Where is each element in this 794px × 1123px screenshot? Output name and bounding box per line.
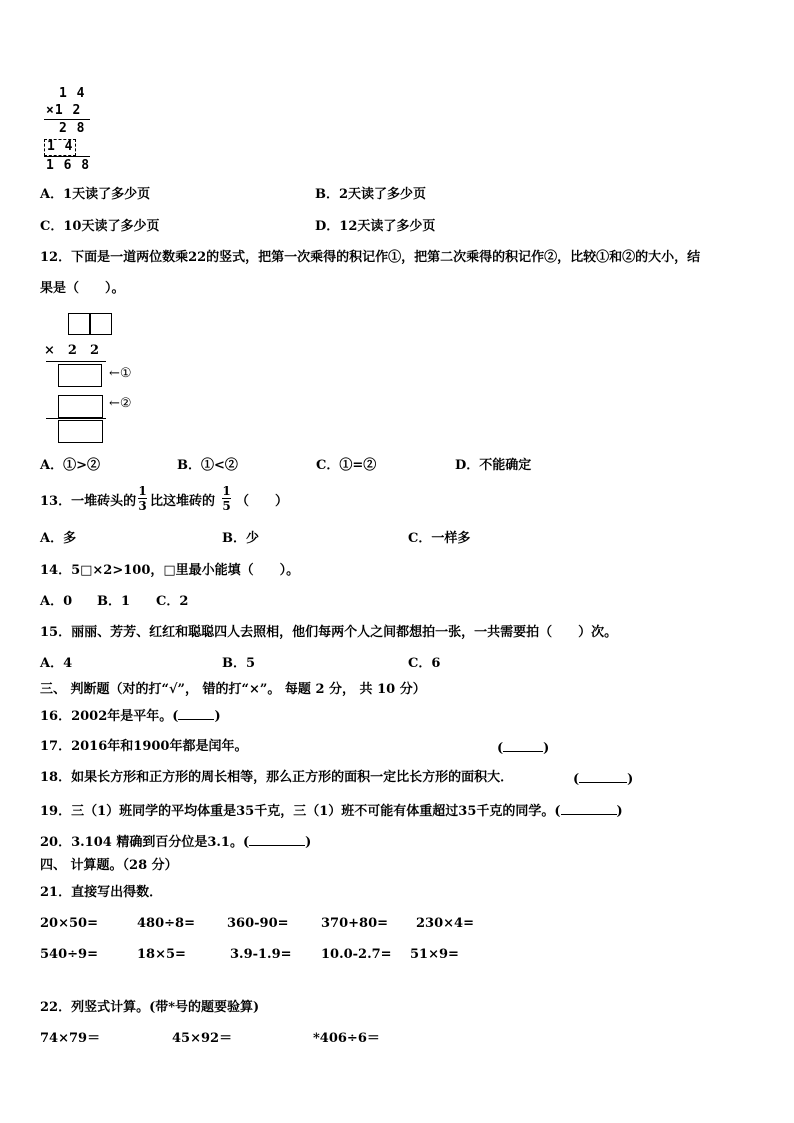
q21-row2-item2: 18×5= (137, 947, 186, 962)
q14-option-c[interactable]: C．2 (156, 594, 189, 609)
q11-option-c[interactable]: C．10天读了多少页 (40, 219, 160, 234)
result-box (58, 420, 103, 443)
fraction-1-denominator: 3 (138, 499, 147, 513)
q20-close: ) (305, 835, 312, 850)
q20-answer-blank[interactable] (249, 833, 305, 846)
fraction-2-denominator: 5 (222, 499, 231, 513)
q19-answer-blank[interactable] (561, 802, 617, 815)
q21-title: 21．直接写出得数． (40, 885, 163, 900)
q18-answer (573, 770, 633, 788)
q22-item1: 74×79＝ (40, 1031, 101, 1046)
q13-option-a[interactable]: A．多 (40, 531, 77, 546)
q20 (40, 833, 311, 851)
q15-option-c[interactable]: C．6 (408, 656, 441, 671)
q13-middle: 比这堆砖的 (150, 494, 216, 509)
q16 (40, 707, 221, 725)
q21-row1-item4: 370+80= (321, 916, 389, 931)
q12-option-b[interactable]: B．①<② (177, 458, 238, 473)
q13-suffix: （ ） (236, 494, 289, 509)
q20-text: 20．3.104 精确到百分位是3.1。( (40, 835, 250, 850)
q21-row2-item1: 540÷9= (40, 947, 98, 962)
product-box-2 (58, 395, 103, 418)
q16-answer-blank[interactable] (178, 707, 214, 720)
vertical-line-4: 1 4 (47, 139, 74, 154)
q12-arrow-1: ←① (109, 366, 132, 381)
q21-row2-item4: 10.0-2.7= (321, 947, 392, 962)
q11-option-a[interactable]: A．1天读了多少页 (40, 187, 151, 202)
q21-row1-item3: 360-90= (227, 916, 289, 931)
q16-text: 16．2002年是平年。( (40, 709, 179, 724)
q17-close: ) (543, 741, 550, 756)
q19 (40, 802, 623, 820)
q12-option-c[interactable]: C．①=② (316, 458, 377, 473)
q21-row2-item5: 51×9= (410, 947, 459, 962)
q12-rule-1 (46, 361, 106, 362)
q12-text-line1: 12．下面是一道两位数乘22的竖式，把第一次乘得的积记作①，把第二次乘得的积记作②，比较①和②的大小，结 (40, 250, 701, 265)
q13-fraction-1 (138, 484, 147, 513)
vertical-rule-1 (44, 119, 90, 120)
q13-prefix: 13．一堆砖头的 (40, 494, 137, 509)
q18-answer-blank[interactable] (579, 770, 627, 783)
vertical-line-5: 1 6 8 (46, 158, 91, 173)
vertical-line-3: 2 8 (59, 121, 86, 136)
q17-text: 17．2016年和1900年都是闰年。 (40, 739, 248, 754)
q14-option-b[interactable]: B．1 (97, 594, 131, 609)
q22-item2: 45×92＝ (172, 1031, 233, 1046)
q14-text: 14．5□×2>100，□里最小能填（ ）。 (40, 563, 300, 578)
q21-row1-item1: 20×50= (40, 916, 98, 931)
vertical-rule-2 (44, 156, 90, 157)
q21-row1-item5: 230×4= (416, 916, 474, 931)
q12-option-d[interactable]: D．不能确定 (455, 458, 532, 473)
fraction-2-numerator: 1 (222, 484, 231, 498)
product-box-1 (58, 364, 102, 387)
q15-text: 15．丽丽、芳芳、红红和聪聪四人去照相，他们每两个人之间都想拍一张，一共需要拍（ ）次。 (40, 625, 618, 640)
q11-option-b[interactable]: B．2天读了多少页 (315, 187, 427, 202)
q22-item3: *406÷6＝ (313, 1031, 380, 1046)
q13-option-c[interactable]: C．一样多 (408, 531, 471, 546)
q21-row1-item2: 480÷8= (137, 916, 195, 931)
q19-text: 19．三（1）班同学的平均体重是35千克，三（1）班不可能有体重超过35千克的同学。( (40, 804, 561, 819)
q12-arrow-2: ←② (109, 396, 132, 411)
q15-option-a[interactable]: A．4 (40, 656, 73, 671)
q16-close: ) (214, 709, 221, 724)
section-4-title: 四、 计算题。（28 分） (40, 858, 178, 873)
q18-open: ( (573, 772, 580, 787)
q17-open: ( (497, 741, 504, 756)
q12-multiplier: × 2 2 (44, 343, 99, 358)
q22-title: 22．列竖式计算。(带*号的题要验算) (40, 1000, 260, 1015)
digit-box-ones (90, 313, 112, 335)
q12-rule-2 (46, 418, 106, 419)
q17-answer (497, 739, 549, 757)
vertical-line-1: 1 4 (59, 86, 86, 101)
digit-box-tens (68, 313, 90, 335)
q12-text-line2: 果是（ ）。 (40, 281, 125, 296)
q21-row2-item3: 3.9-1.9= (230, 947, 292, 962)
vertical-line-2: ×1 2 (46, 103, 82, 118)
fraction-1-numerator: 1 (138, 484, 147, 498)
q19-close: ) (616, 804, 623, 819)
q13-fraction-2 (222, 484, 231, 513)
q12-option-a[interactable]: A．①>② (40, 458, 100, 473)
q18-text: 18．如果长方形和正方形的周长相等，那么正方形的面积一定比长方形的面积大． (40, 770, 514, 785)
section-3-title: 三、 判断题（对的打“√”， 错的打“×”。 每题 2 分， 共 10 分） (40, 682, 426, 697)
q11-option-d[interactable]: D．12天读了多少页 (315, 219, 436, 234)
q17-answer-blank[interactable] (503, 739, 543, 752)
q18-close: ) (627, 772, 634, 787)
q15-option-b[interactable]: B．5 (222, 656, 256, 671)
q14-option-a[interactable]: A．0 (40, 594, 73, 609)
q13-option-b[interactable]: B．少 (222, 531, 259, 546)
